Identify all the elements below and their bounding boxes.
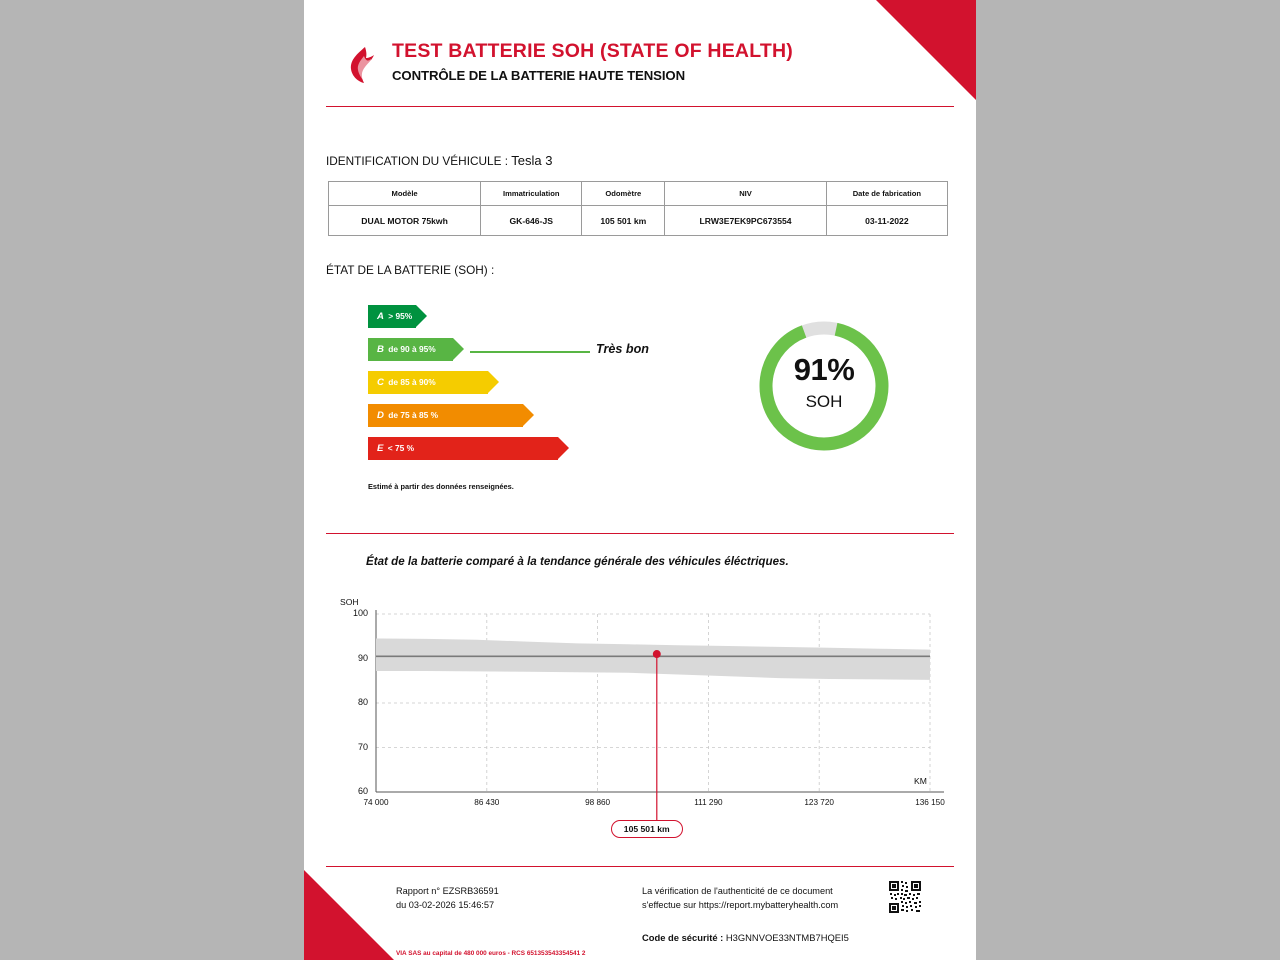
chart-y-tick: 100 <box>352 608 368 618</box>
identification-label-text: IDENTIFICATION DU VÉHICULE : <box>326 154 508 168</box>
grade-letter: D <box>377 410 384 421</box>
soh-trend-chart <box>334 592 944 842</box>
verification-line-1: La vérification de l'authenticité de ce document <box>642 886 833 896</box>
grade-range: de 85 à 90% <box>385 377 436 387</box>
security-code <box>642 932 849 943</box>
cell-modele: DUAL MOTOR 75kwh <box>329 206 481 236</box>
grade-bar-d <box>368 404 523 427</box>
grade-range: < 75 % <box>385 443 415 453</box>
grade-range: de 75 à 85 % <box>385 410 439 420</box>
table-header-row <box>329 182 948 206</box>
grade-bar-e <box>368 437 558 460</box>
soh-gauge <box>754 316 894 456</box>
current-km-badge: 105 501 km <box>611 820 683 838</box>
chart-x-tick: 98 860 <box>585 798 611 807</box>
corner-decoration-bottom-left <box>304 870 394 960</box>
column-header-date-fabrication: Date de fabrication <box>826 182 947 206</box>
grade-bar-c <box>368 371 488 394</box>
security-code-label: Code de sécurité : <box>642 932 724 943</box>
identification-table <box>328 181 948 236</box>
soh-gauge-label: SOH <box>805 392 843 411</box>
chart-x-tick: 136 150 <box>915 798 945 807</box>
grade-scale <box>368 305 628 470</box>
cell-odometre: 105 501 km <box>582 206 665 236</box>
divider-middle <box>326 533 954 534</box>
grade-letter: C <box>377 377 384 388</box>
chart-x-axis-label: KM <box>914 776 927 786</box>
soh-percent: 91% <box>793 352 855 387</box>
flame-logo-icon <box>348 46 378 84</box>
report-date: du 03-02-2026 15:46:57 <box>396 900 495 910</box>
chart-y-tick: 80 <box>357 697 368 707</box>
grade-bar-b <box>368 338 453 361</box>
grade-bar-a <box>368 305 416 328</box>
chart-y-tick: 60 <box>357 786 368 796</box>
grade-range: de 90 à 95% <box>385 344 436 354</box>
column-header-modele: Modèle <box>329 182 481 206</box>
chart-x-tick: 74 000 <box>363 798 389 807</box>
divider-bottom <box>326 866 954 867</box>
cell-niv: LRW3E7EK9PC673554 <box>665 206 826 236</box>
chart-x-tick: 86 430 <box>474 798 500 807</box>
page-title: TEST BATTERIE SOH (STATE OF HEALTH) <box>392 40 793 62</box>
report-number: Rapport n° EZSRB36591 <box>396 886 499 896</box>
soh-section-label: ÉTAT DE LA BATTERIE (SOH) : <box>326 263 495 277</box>
chart-y-tick: 70 <box>357 741 368 752</box>
identification-vehicle: Tesla 3 <box>511 153 553 168</box>
estimation-note: Estimé à partir des données renseignées. <box>368 482 514 491</box>
chart-caption: État de la batterie comparé à la tendance générale des véhicules éléctriques. <box>366 555 789 568</box>
verification-line-2: s'effectue sur https://report.mybatteryhealth.com <box>642 900 839 910</box>
chart-y-axis-label: SOH <box>340 597 359 607</box>
cell-date-fabrication: 03-11-2022 <box>826 206 947 236</box>
page-subtitle: CONTRÔLE DE LA BATTERIE HAUTE TENSION <box>392 68 686 83</box>
divider-top <box>326 106 954 107</box>
grade-letter: A <box>377 311 384 322</box>
report-page <box>304 0 976 960</box>
report-header <box>326 38 956 108</box>
chart-x-tick: 111 290 <box>694 798 723 807</box>
identification-label <box>326 153 552 168</box>
qr-code-icon <box>888 880 922 914</box>
column-header-immatriculation: Immatriculation <box>481 182 582 206</box>
grade-letter: B <box>377 344 384 355</box>
grade-letter: E <box>377 443 384 454</box>
verdict-connector-line <box>470 351 590 353</box>
legal-notice: VIA SAS au capital de 480 000 euros - RCS 651353543354541 2 <box>396 950 586 957</box>
cell-immatriculation: GK-646-JS <box>481 206 582 236</box>
grade-range: > 95% <box>385 311 413 321</box>
column-header-niv: NIV <box>665 182 826 206</box>
table-row <box>329 206 948 236</box>
chart-y-tick: 90 <box>357 652 368 663</box>
chart-x-tick: 123 720 <box>804 798 834 807</box>
column-header-odometre: Odomètre <box>582 182 665 206</box>
security-code-value: H3GNNVOE33NTMB7HQEI5 <box>725 932 849 943</box>
verdict-text: Très bon <box>596 342 649 356</box>
